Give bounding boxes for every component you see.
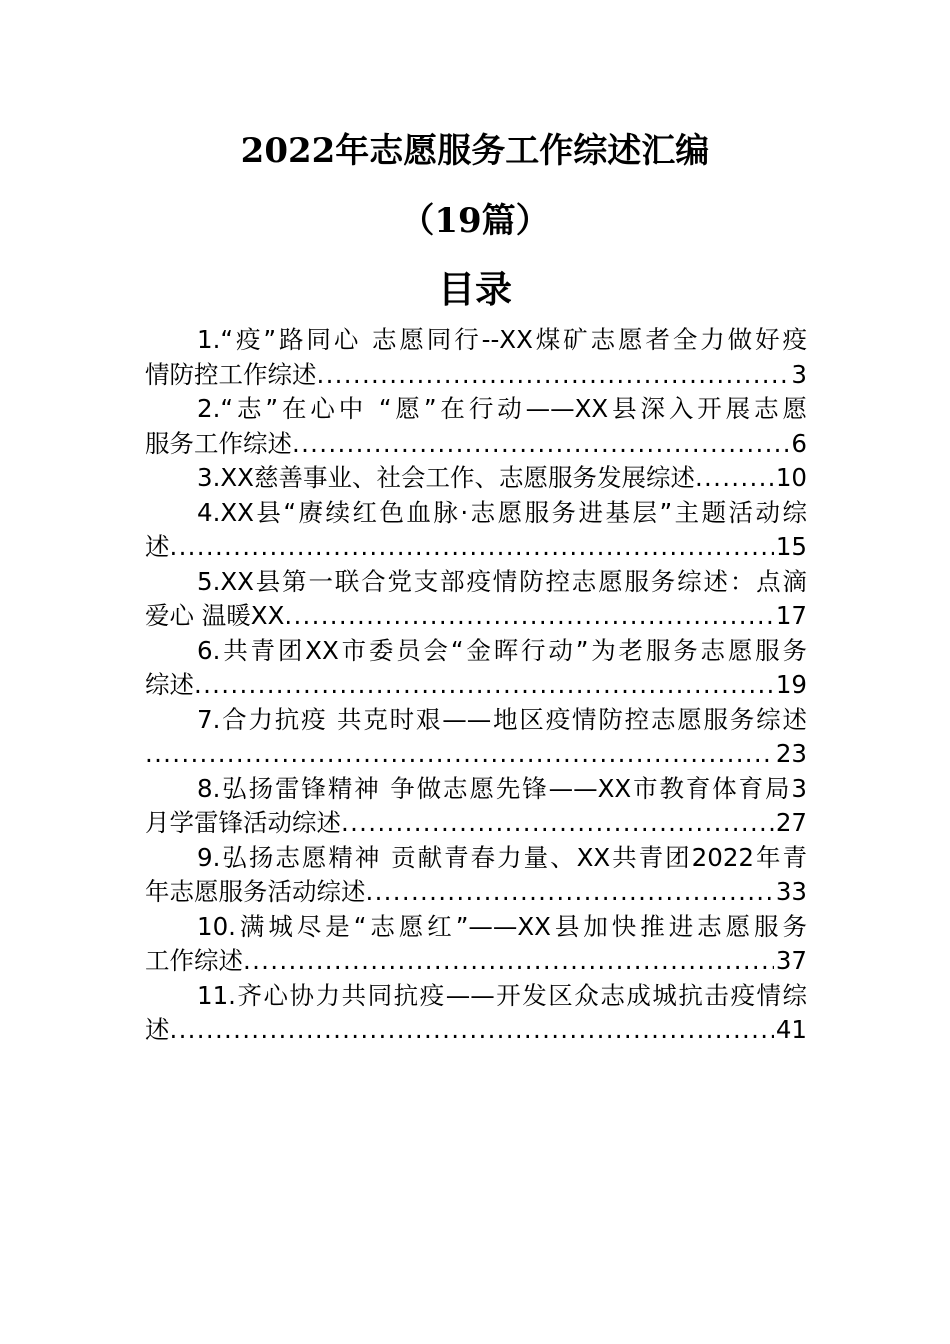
toc-entry[interactable] — [145, 323, 807, 392]
dot-leader — [317, 358, 790, 393]
toc-entry-page-number: 17 — [775, 601, 807, 630]
dot-leader — [170, 530, 774, 565]
dot-leader — [284, 599, 773, 634]
toc-heading: 目录 — [438, 267, 512, 311]
toc-entry[interactable] — [145, 634, 807, 703]
toc-entry-leader-line — [145, 806, 807, 841]
toc-entry[interactable] — [145, 772, 807, 841]
toc-entry[interactable] — [145, 910, 807, 979]
dot-leader — [695, 461, 774, 496]
dot-leader — [366, 875, 774, 910]
dot-leader — [341, 806, 774, 841]
toc-entry-title-line2: 服务工作综述 — [145, 428, 292, 458]
toc-entry-title-line1: 3.XX慈善事业、社会工作、志愿服务发展综述 — [197, 463, 695, 492]
toc-entry-leader-line — [145, 461, 807, 496]
toc-entry-page-number: 37 — [775, 946, 807, 975]
dot-leader — [243, 944, 774, 979]
toc-entry[interactable] — [145, 496, 807, 565]
toc-entry[interactable] — [145, 703, 807, 772]
toc-entry-title-line1: 7.合力抗疫 共克时艰——地区疫情防控志愿服务综述 — [197, 704, 807, 734]
dot-leader — [145, 737, 774, 772]
toc-entry-page-number: 33 — [775, 877, 807, 906]
toc-entry-leader-line — [145, 875, 807, 910]
toc-entry-title-line2: 爱心 温暖XX — [145, 601, 285, 630]
toc-entry-title-line2: 月学雷锋活动综述 — [145, 808, 341, 837]
toc-entry-title-line1: 5.XX县第一联合党支部疫情防控志愿服务综述：点滴 — [197, 566, 807, 596]
toc-entry-leader-line — [145, 944, 807, 979]
dot-leader — [292, 427, 789, 462]
toc-entry-leader-line — [145, 599, 807, 634]
toc-entry-title-line2: 述 — [145, 1015, 170, 1044]
toc-entry-title-line2: 述 — [145, 532, 170, 561]
toc-entry-title-line2: 情防控工作综述 — [145, 359, 317, 389]
toc-entry-title-line1: 10.满城尽是“志愿红”——XX县加快推进志愿服务 — [197, 911, 807, 941]
toc-entry-page-number: 15 — [775, 532, 807, 561]
toc-entry[interactable] — [145, 841, 807, 910]
toc-entry-leader-line — [145, 737, 807, 772]
table-of-contents — [145, 323, 807, 1048]
dot-leader — [194, 668, 774, 703]
toc-entry-page-number: 19 — [775, 670, 807, 699]
toc-entry-leader-line — [145, 530, 807, 565]
toc-entry-leader-line — [145, 427, 807, 462]
toc-entry[interactable] — [145, 392, 807, 461]
toc-entry-page-number: 27 — [775, 808, 807, 837]
toc-entry-page-number: 23 — [775, 739, 807, 768]
toc-entry-title-line2: 年志愿服务活动综述 — [145, 877, 366, 906]
toc-entry-title-line1: 2.“志”在心中 “愿”在行动——XX县深入开展志愿 — [197, 394, 807, 423]
toc-entry[interactable] — [145, 461, 807, 496]
toc-entry-leader-line — [145, 1013, 807, 1048]
toc-entry[interactable] — [145, 979, 807, 1048]
toc-entry-title-line2: 综述 — [145, 670, 194, 699]
toc-entry-title-line1: 9.弘扬志愿精神 贡献青春力量、XX共青团2022年青 — [197, 842, 807, 872]
toc-entry-title-line1: 8.弘扬雷锋精神 争做志愿先锋——XX市教育体育局3 — [197, 773, 807, 803]
toc-entry-title-line1: 1.“疫”路同心 志愿同行--XX煤矿志愿者全力做好疫 — [197, 325, 807, 354]
toc-entry-page-number: 10 — [775, 463, 807, 492]
document-subtitle: （19篇） — [400, 201, 550, 241]
toc-entry-title-line1: 6.共青团XX市委员会“金晖行动”为老服务志愿服务 — [197, 635, 807, 665]
toc-entry-leader-line — [145, 358, 807, 393]
toc-entry-title-line1: 11.齐心协力共同抗疫——开发区众志成城抗击疫情综 — [197, 980, 807, 1010]
dot-leader — [170, 1013, 774, 1048]
toc-entry-leader-line — [145, 668, 807, 703]
toc-entry-page-number: 41 — [775, 1015, 807, 1044]
toc-entry-page-number: 3 — [791, 359, 807, 389]
toc-entry[interactable] — [145, 565, 807, 634]
toc-entry-title-line1: 4.XX县“赓续红色血脉·志愿服务进基层”主题活动综 — [197, 497, 807, 527]
document-title: 2022年志愿服务工作综述汇编 — [240, 131, 710, 171]
toc-entry-title-line2: 工作综述 — [145, 946, 243, 975]
toc-entry-page-number: 6 — [791, 428, 807, 458]
